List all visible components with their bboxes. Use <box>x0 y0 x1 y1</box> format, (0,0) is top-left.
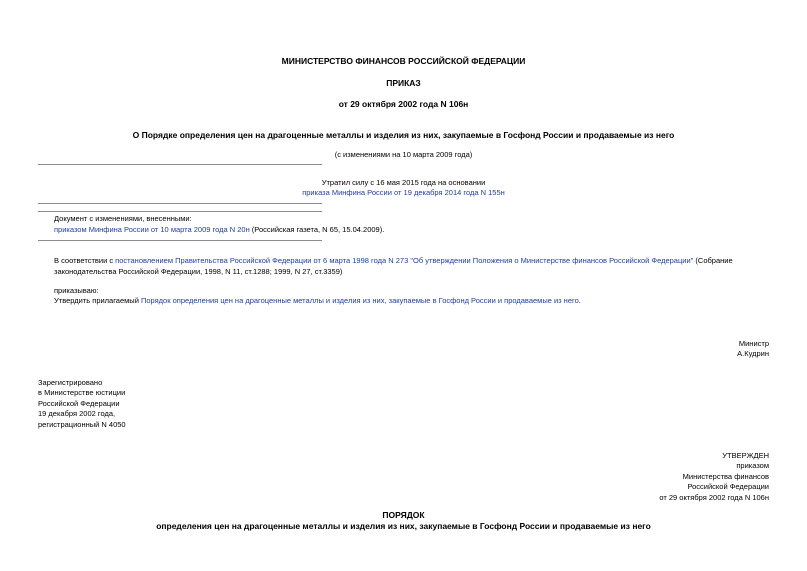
registration-line: в Министерстве юстиции <box>38 388 126 398</box>
changes-intro: Документ с изменениями, внесенными: <box>54 214 192 223</box>
signature-position: Министр <box>738 339 769 348</box>
separator-line <box>38 164 322 165</box>
separator-line <box>38 240 322 241</box>
appendix-title: ПОРЯДОК <box>382 510 425 520</box>
changes-line <box>54 225 384 235</box>
changes-order-link[interactable]: приказом Минфина России от 10 марта 2009 года N 20н <box>54 225 250 234</box>
government-decree-link[interactable]: постановлением Правительства Российской Федерации от 6 марта 1998 года N 273 "Об утверждении Положения о Министерстве финансов Российской Федерации" <box>115 256 694 265</box>
registration-block <box>38 378 126 430</box>
document-date-number: от 29 октября 2002 года N 106н <box>338 99 469 109</box>
order-item <box>54 296 581 306</box>
preamble-suffix: (Собрание законодательства Российской Федерации, 1998, N 11, ст.1288; 1999, N 27, ст.3359) <box>54 256 733 276</box>
approval-line: УТВЕРЖДЕН <box>722 451 769 460</box>
amendments-note: (с изменениями на 10 марта 2009 года) <box>334 150 473 159</box>
registration-line: регистрационный N 4050 <box>38 419 126 429</box>
expired-basis-link[interactable]: приказа Минфина России от 19 декабря 2014 года N 155н <box>302 188 505 197</box>
approval-line: от 29 октября 2002 года N 106н <box>659 492 769 502</box>
preamble-prefix: В соответствии с <box>54 256 116 265</box>
separator-line <box>38 211 322 212</box>
ministry-heading: МИНИСТЕРСТВО ФИНАНСОВ РОССИЙСКОЙ ФЕДЕРАЦИИ <box>281 56 526 66</box>
document-title: О Порядке определения цен на драгоценные металлы и изделия из них, закупаемые в Госфонд России и продаваемые из него <box>132 130 675 140</box>
document-type: ПРИКАЗ <box>386 78 421 88</box>
order-item-prefix: Утвердить прилагаемый <box>54 296 141 305</box>
separator-line <box>38 203 322 204</box>
preamble-paragraph <box>54 255 770 277</box>
procedure-link[interactable]: Порядок определения цен на драгоценные металлы и изделия из них, закупаемые в Госфонд России и продаваемые из него <box>140 296 579 305</box>
order-label: приказываю: <box>54 286 99 295</box>
changes-source: (Российская газета, N 65, 15.04.2009). <box>249 225 385 234</box>
signature-name: А.Кудрин <box>737 349 769 358</box>
approval-line: Министерства финансов <box>682 471 769 481</box>
approval-line: Российской Федерации <box>687 482 769 492</box>
approval-line: приказом <box>736 461 769 471</box>
registration-line: 19 декабря 2002 года, <box>38 409 116 419</box>
registration-line: Зарегистрировано <box>38 378 103 387</box>
registration-line: Российской Федерации <box>38 398 120 408</box>
expired-notice: Утратил силу с 16 мая 2015 года на основании <box>321 178 486 187</box>
order-item-suffix: . <box>578 296 581 305</box>
appendix-subtitle: определения цен на драгоценные металлы и изделия из них, закупаемые в Госфонд России и продаваемые из него <box>156 521 651 531</box>
approval-block <box>659 451 769 503</box>
